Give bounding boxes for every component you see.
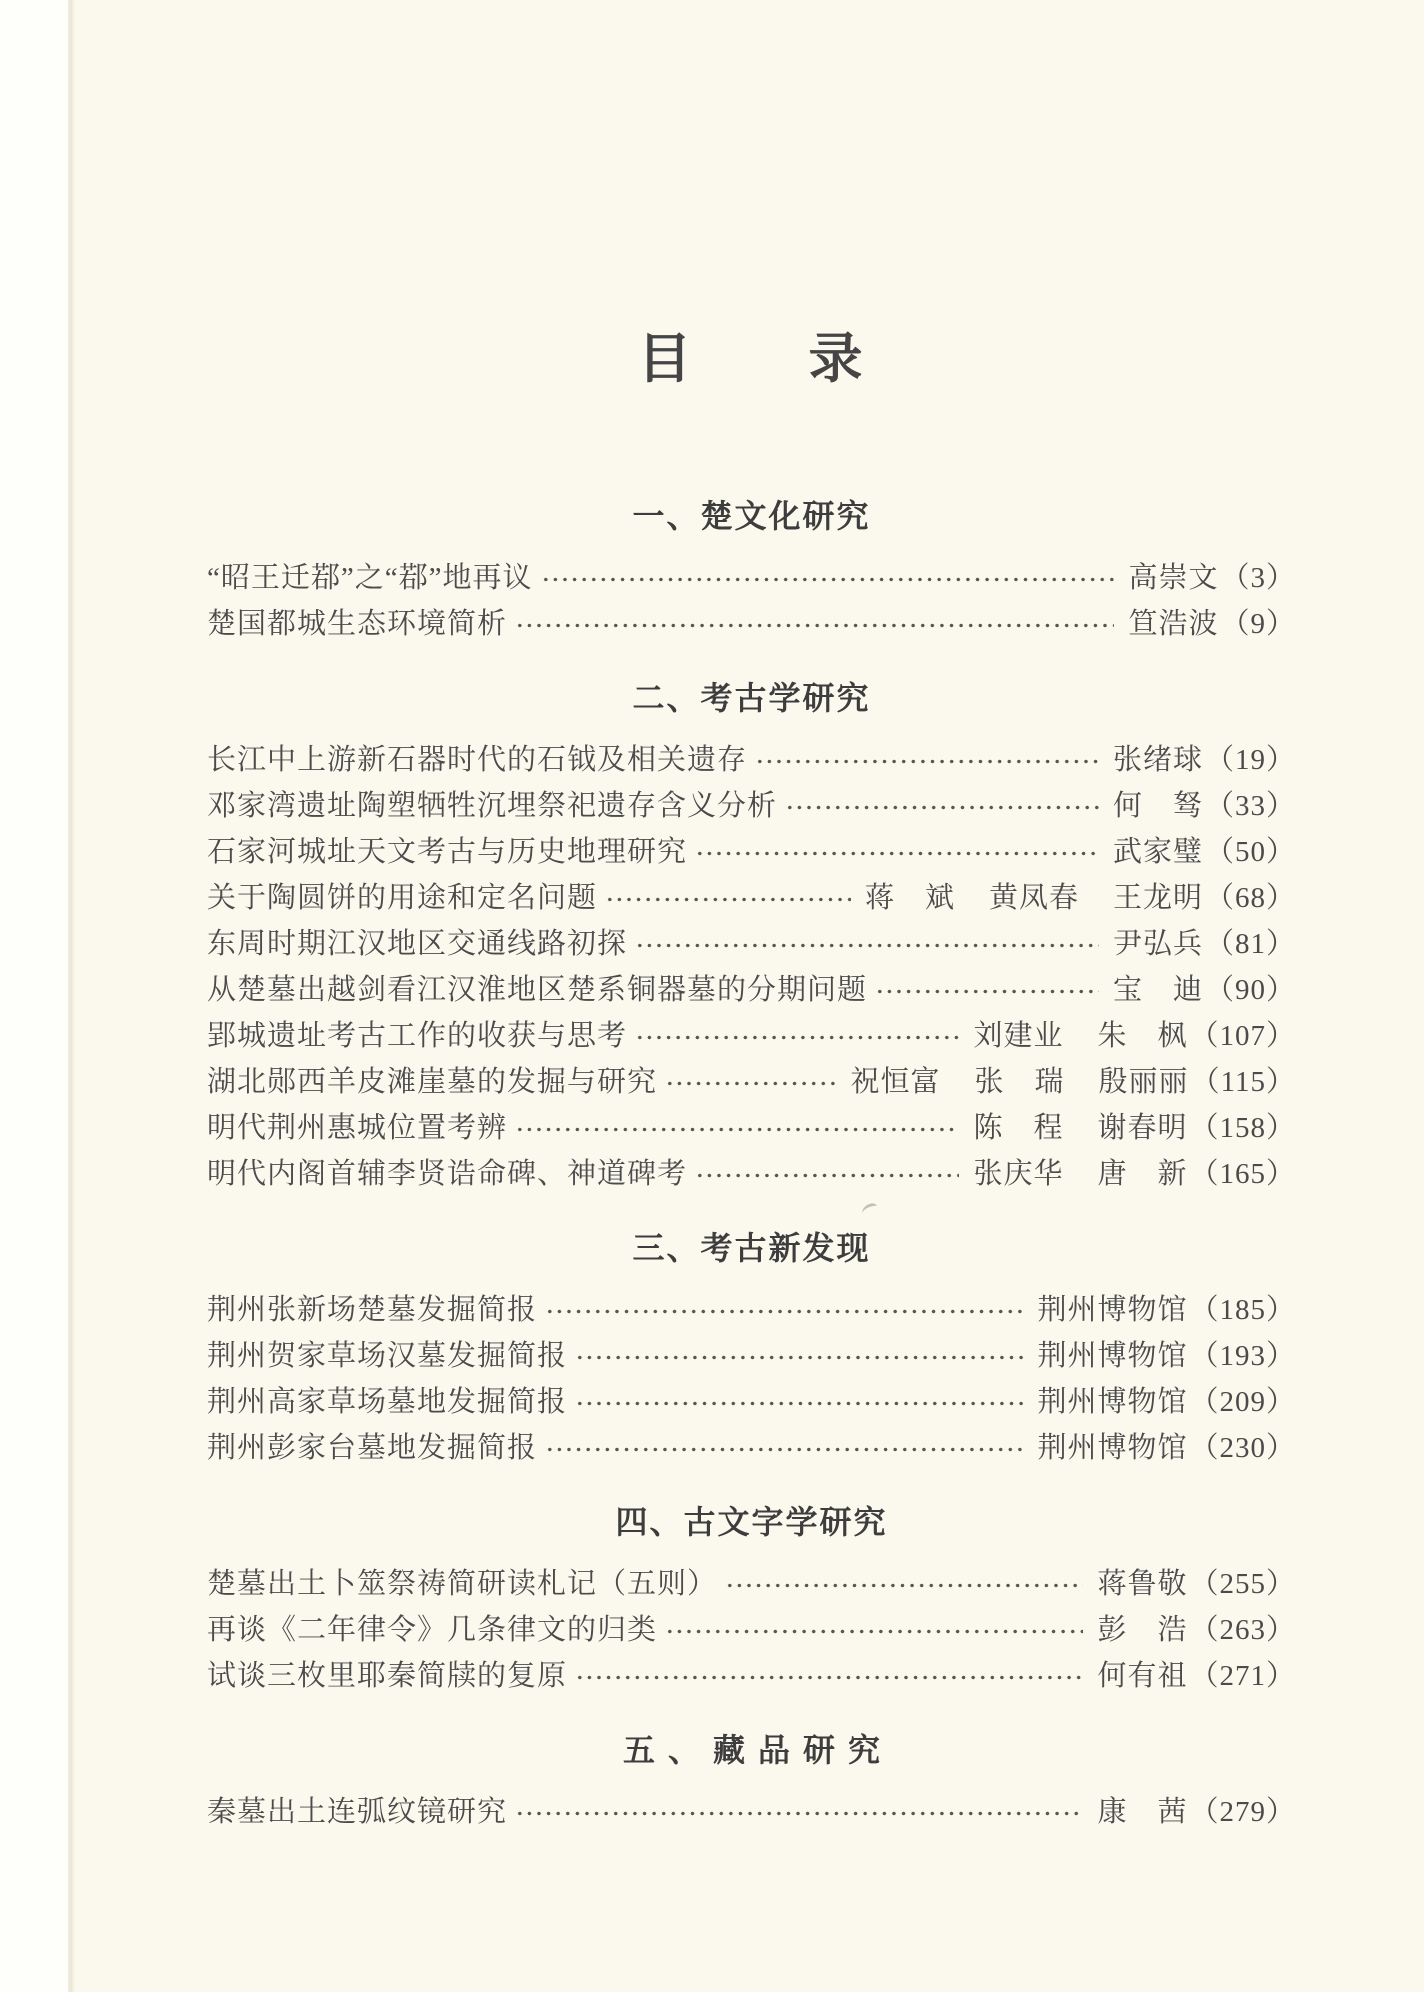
toc-entry [207, 1376, 1296, 1422]
dot-leader [545, 1446, 1023, 1453]
entry-authors [1037, 1287, 1296, 1328]
entry-page: （19） [1204, 743, 1296, 776]
dot-leader [545, 1308, 1023, 1315]
author-name: 谢春明 [1097, 1111, 1188, 1144]
dot-leader [665, 1628, 1083, 1635]
entry-authors [1128, 601, 1296, 642]
entry-page: （107） [1189, 1019, 1296, 1052]
author-name: 何 驽 [1112, 789, 1203, 822]
entry-title: 长江中上游新石器时代的石钺及相关遗存 [207, 743, 748, 776]
entry-page: （279） [1189, 1795, 1296, 1828]
entry-title: 湖北郧西羊皮滩崖墓的发掘与研究 [207, 1065, 658, 1098]
toc-entry [207, 1604, 1296, 1650]
entry-title: 楚墓出土卜筮祭祷简研读札记（五则） [207, 1567, 718, 1600]
author-name: 武家璧 [1112, 835, 1203, 868]
entry-authors [1097, 1653, 1296, 1694]
entry-title: 荆州高家草场墓地发掘简报 [207, 1385, 568, 1418]
entry-authors [1097, 1561, 1296, 1602]
entry-page: （209） [1189, 1385, 1296, 1418]
entry-authors [1097, 1607, 1296, 1648]
entry-page: （165） [1189, 1157, 1296, 1190]
author-name: 蒋鲁敬 [1097, 1567, 1188, 1600]
dot-leader [785, 804, 1099, 811]
toc-entry [207, 1148, 1296, 1194]
toc-entry [207, 734, 1296, 780]
author-name: 朱 枫 [1097, 1019, 1188, 1052]
author-name: 张庆华 [973, 1157, 1064, 1190]
entry-page: （185） [1189, 1293, 1296, 1326]
toc-entry [207, 598, 1296, 644]
dot-leader [695, 1172, 959, 1179]
toc-entry [207, 1558, 1296, 1604]
entry-title: 东周时期江汉地区交通线路初探 [207, 927, 628, 960]
entry-authors [1037, 1333, 1296, 1374]
toc-section [207, 1228, 1296, 1468]
author-name: 何有祖 [1097, 1659, 1188, 1692]
toc-entry [207, 1056, 1296, 1102]
entry-page: （68） [1204, 881, 1296, 914]
author-name: 张 瑞 [974, 1065, 1065, 1098]
entry-title: 荆州彭家台墓地发掘简报 [207, 1431, 538, 1464]
entry-title: 关于陶圆饼的用途和定名问题 [207, 881, 598, 914]
entry-title: 荆州张新场楚墓发掘简报 [207, 1293, 538, 1326]
author-name: 荆州博物馆 [1037, 1293, 1188, 1326]
toc-entry [207, 1650, 1296, 1696]
section-heading: 一、楚文化研究 [632, 498, 871, 534]
dot-leader [605, 896, 851, 903]
toc-section [207, 1502, 1296, 1696]
author-name: 荆州博物馆 [1037, 1339, 1188, 1372]
toc-entry [207, 826, 1296, 872]
author-name: 蒋 斌 [864, 881, 955, 914]
toc-entry [207, 1284, 1296, 1330]
section-heading: 四、古文字学研究 [615, 1504, 888, 1540]
entry-page: （3） [1220, 561, 1296, 594]
dot-leader [635, 942, 1099, 949]
toc-entry [207, 918, 1296, 964]
entry-page: （193） [1189, 1339, 1296, 1372]
entry-page: （271） [1189, 1659, 1296, 1692]
entry-authors [1113, 921, 1296, 962]
entry-page: （9） [1220, 607, 1296, 640]
entry-title: 明代内阁首辅李贤诰命碑、神道碑考 [207, 1157, 688, 1190]
author-name: 张绪球 [1112, 743, 1203, 776]
author-name: 笪浩波 [1128, 607, 1219, 640]
section-heading: 三、考古新发现 [632, 1230, 871, 1266]
toc-entry [207, 1010, 1296, 1056]
toc-entry [207, 1422, 1296, 1468]
entry-title: 再谈《二年律令》几条律文的归类 [207, 1613, 658, 1646]
entry-authors [973, 1013, 1296, 1054]
toc-section [207, 678, 1296, 1194]
entry-title: 石家河城址天文考古与历史地理研究 [207, 835, 688, 868]
entry-page: （158） [1189, 1111, 1296, 1144]
entry-authors [1113, 737, 1296, 778]
author-name: 王龙明 [1112, 881, 1203, 914]
author-name: 唐 新 [1097, 1157, 1188, 1190]
dot-leader [635, 1034, 959, 1041]
dot-leader [575, 1674, 1083, 1681]
entry-authors [1037, 1425, 1296, 1466]
entry-title: “昭王迁鄀”之“鄀”地再议 [207, 561, 533, 594]
entry-authors [1037, 1379, 1296, 1420]
author-name: 康 茜 [1097, 1795, 1188, 1828]
toc-entry [207, 872, 1296, 918]
entry-authors [1113, 829, 1296, 870]
dot-leader [695, 850, 1099, 857]
author-name: 陈 程 [973, 1111, 1064, 1144]
author-name: 彭 浩 [1097, 1613, 1188, 1646]
dot-leader [541, 576, 1115, 583]
entry-title: 明代荆州惠城位置考辨 [207, 1111, 508, 1144]
section-heading: 二、考古学研究 [632, 680, 871, 716]
toc-entry [207, 1102, 1296, 1148]
entry-page: （115） [1190, 1065, 1296, 1098]
author-name: 荆州博物馆 [1037, 1385, 1188, 1418]
entry-authors [973, 1105, 1296, 1146]
section-heading: 五、藏品研究 [622, 1732, 893, 1768]
author-name: 黄凤春 [988, 881, 1079, 914]
entry-page: （230） [1189, 1431, 1296, 1464]
dot-leader [575, 1400, 1023, 1407]
entry-page: （255） [1189, 1567, 1296, 1600]
toc-entry [207, 964, 1296, 1010]
entry-title: 从楚墓出越剑看江汉淮地区楚系铜器墓的分期问题 [207, 973, 868, 1006]
author-name: 刘建业 [973, 1019, 1064, 1052]
entry-title: 秦墓出土连弧纹镜研究 [207, 1795, 508, 1828]
entry-authors [1128, 555, 1296, 596]
author-name: 殷丽丽 [1098, 1065, 1189, 1098]
toc-entry [207, 552, 1296, 598]
entry-authors [973, 1151, 1296, 1192]
entry-page: （263） [1189, 1613, 1296, 1646]
author-name: 荆州博物馆 [1037, 1431, 1188, 1464]
entry-authors [865, 875, 1296, 916]
dot-leader [515, 1810, 1083, 1817]
dot-leader [665, 1080, 837, 1087]
author-name: 高崇文 [1128, 561, 1219, 594]
author-name: 尹弘兵 [1112, 927, 1203, 960]
page-edge-shadow [68, 0, 76, 1992]
entry-authors [1113, 783, 1296, 824]
entry-title: 试谈三枚里耶秦简牍的复原 [207, 1659, 568, 1692]
toc-entry [207, 1330, 1296, 1376]
entry-title: 邓家湾遗址陶塑牺牲沉埋祭祀遗存含义分析 [207, 789, 778, 822]
entry-page: （90） [1204, 973, 1296, 1006]
dot-leader [515, 622, 1114, 629]
entry-authors [1113, 967, 1296, 1008]
toc-section [207, 496, 1296, 644]
entry-page: （81） [1204, 927, 1296, 960]
entry-title: 郢城遗址考古工作的收获与思考 [207, 1019, 628, 1052]
dot-leader [515, 1126, 959, 1133]
dot-leader [875, 988, 1099, 995]
page-left-margin [0, 0, 68, 1992]
toc-section [207, 1730, 1296, 1832]
entry-authors [1097, 1789, 1296, 1830]
page-title: 目 录 [637, 329, 866, 389]
toc-content [207, 0, 1296, 1832]
entry-title: 楚国都城生态环境简析 [207, 607, 508, 640]
dot-leader [575, 1354, 1023, 1361]
entry-page: （50） [1204, 835, 1296, 868]
toc-entry [207, 1786, 1296, 1832]
author-name: 宝 迪 [1112, 973, 1203, 1006]
toc-sections [207, 496, 1296, 1832]
entry-page: （33） [1204, 789, 1296, 822]
entry-authors [851, 1059, 1296, 1100]
dot-leader [725, 1582, 1083, 1589]
dot-leader [755, 758, 1099, 765]
author-name: 祝恒富 [850, 1065, 941, 1098]
entry-title: 荆州贺家草场汉墓发掘简报 [207, 1339, 568, 1372]
toc-entry [207, 780, 1296, 826]
